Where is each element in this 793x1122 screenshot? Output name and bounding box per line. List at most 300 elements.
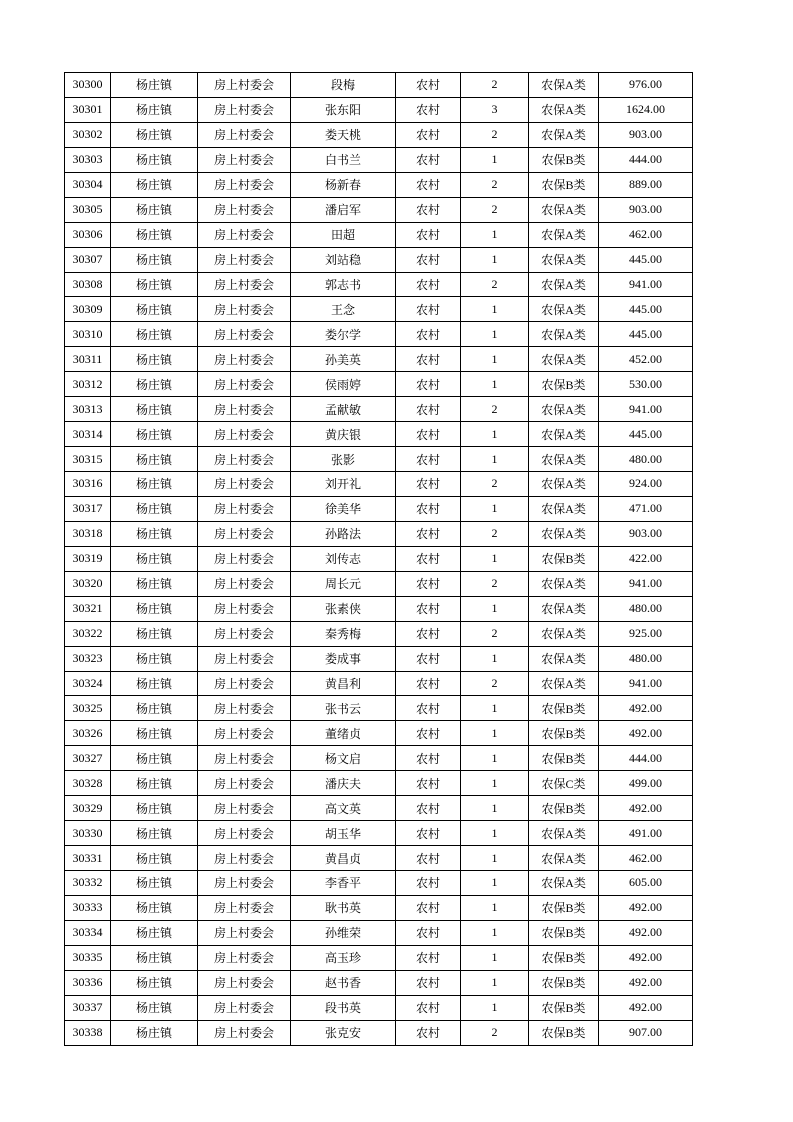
- cell-name: 赵书香: [291, 970, 396, 995]
- cell-amount: 444.00: [599, 746, 693, 771]
- cell-town: 杨庄镇: [111, 920, 198, 945]
- table-row: [65, 995, 693, 1020]
- cell-village: 房上村委会: [198, 272, 291, 297]
- cell-count: 1: [461, 372, 529, 397]
- cell-count: 1: [461, 646, 529, 671]
- cell-town: 杨庄镇: [111, 73, 198, 98]
- cell-town: 杨庄镇: [111, 447, 198, 472]
- cell-count: 1: [461, 297, 529, 322]
- table-row: [65, 945, 693, 970]
- cell-type: 农村: [396, 521, 461, 546]
- cell-id: 30313: [65, 397, 111, 422]
- cell-village: 房上村委会: [198, 746, 291, 771]
- cell-type: 农村: [396, 73, 461, 98]
- cell-id: 30331: [65, 846, 111, 871]
- cell-count: 1: [461, 846, 529, 871]
- cell-amount: 530.00: [599, 372, 693, 397]
- cell-name: 潘庆夫: [291, 771, 396, 796]
- cell-village: 房上村委会: [198, 447, 291, 472]
- cell-category: 农保A类: [529, 97, 599, 122]
- cell-type: 农村: [396, 771, 461, 796]
- cell-count: 1: [461, 447, 529, 472]
- cell-amount: 471.00: [599, 496, 693, 521]
- cell-id: 30321: [65, 596, 111, 621]
- cell-village: 房上村委会: [198, 621, 291, 646]
- table-row: [65, 272, 693, 297]
- cell-amount: 492.00: [599, 721, 693, 746]
- cell-count: 2: [461, 621, 529, 646]
- cell-name: 孙路法: [291, 521, 396, 546]
- cell-id: 30336: [65, 970, 111, 995]
- cell-type: 农村: [396, 172, 461, 197]
- cell-type: 农村: [396, 97, 461, 122]
- table-row: [65, 646, 693, 671]
- table-row: [65, 696, 693, 721]
- cell-amount: 492.00: [599, 796, 693, 821]
- cell-id: 30315: [65, 447, 111, 472]
- cell-name: 杨新春: [291, 172, 396, 197]
- cell-amount: 492.00: [599, 920, 693, 945]
- cell-type: 农村: [396, 846, 461, 871]
- table-row: [65, 297, 693, 322]
- cell-village: 房上村委会: [198, 546, 291, 571]
- cell-category: 农保A类: [529, 397, 599, 422]
- cell-village: 房上村委会: [198, 571, 291, 596]
- cell-amount: 480.00: [599, 596, 693, 621]
- cell-category: 农保A类: [529, 846, 599, 871]
- cell-town: 杨庄镇: [111, 521, 198, 546]
- cell-id: 30322: [65, 621, 111, 646]
- cell-category: 农保A类: [529, 73, 599, 98]
- table-row: [65, 397, 693, 422]
- cell-id: 30328: [65, 771, 111, 796]
- cell-town: 杨庄镇: [111, 347, 198, 372]
- cell-town: 杨庄镇: [111, 596, 198, 621]
- cell-id: 30324: [65, 671, 111, 696]
- cell-village: 房上村委会: [198, 771, 291, 796]
- cell-town: 杨庄镇: [111, 197, 198, 222]
- table-row: [65, 746, 693, 771]
- cell-amount: 907.00: [599, 1020, 693, 1045]
- cell-count: 1: [461, 970, 529, 995]
- cell-category: 农保B类: [529, 721, 599, 746]
- cell-town: 杨庄镇: [111, 97, 198, 122]
- cell-name: 郭志书: [291, 272, 396, 297]
- cell-id: 30312: [65, 372, 111, 397]
- cell-category: 农保B类: [529, 1020, 599, 1045]
- cell-amount: 605.00: [599, 871, 693, 896]
- table-row: [65, 372, 693, 397]
- cell-type: 农村: [396, 796, 461, 821]
- table-row: [65, 521, 693, 546]
- cell-name: 张东阳: [291, 97, 396, 122]
- cell-type: 农村: [396, 397, 461, 422]
- cell-count: 3: [461, 97, 529, 122]
- cell-town: 杨庄镇: [111, 122, 198, 147]
- cell-town: 杨庄镇: [111, 397, 198, 422]
- cell-category: 农保A类: [529, 621, 599, 646]
- cell-village: 房上村委会: [198, 347, 291, 372]
- cell-town: 杨庄镇: [111, 796, 198, 821]
- cell-town: 杨庄镇: [111, 247, 198, 272]
- cell-village: 房上村委会: [198, 247, 291, 272]
- cell-id: 30306: [65, 222, 111, 247]
- cell-name: 娄成事: [291, 646, 396, 671]
- cell-category: 农保B类: [529, 920, 599, 945]
- cell-town: 杨庄镇: [111, 746, 198, 771]
- cell-amount: 480.00: [599, 646, 693, 671]
- cell-name: 高玉珍: [291, 945, 396, 970]
- cell-village: 房上村委会: [198, 646, 291, 671]
- cell-category: 农保B类: [529, 172, 599, 197]
- cell-town: 杨庄镇: [111, 821, 198, 846]
- cell-type: 农村: [396, 945, 461, 970]
- table-row: [65, 871, 693, 896]
- cell-count: 1: [461, 222, 529, 247]
- cell-name: 耿书英: [291, 895, 396, 920]
- cell-name: 田超: [291, 222, 396, 247]
- cell-name: 侯雨婷: [291, 372, 396, 397]
- cell-count: 1: [461, 920, 529, 945]
- cell-town: 杨庄镇: [111, 546, 198, 571]
- cell-category: 农保B类: [529, 696, 599, 721]
- cell-id: 30319: [65, 546, 111, 571]
- cell-village: 房上村委会: [198, 422, 291, 447]
- cell-category: 农保B类: [529, 945, 599, 970]
- cell-name: 娄天桃: [291, 122, 396, 147]
- cell-town: 杨庄镇: [111, 846, 198, 871]
- cell-count: 1: [461, 895, 529, 920]
- cell-amount: 445.00: [599, 297, 693, 322]
- cell-town: 杨庄镇: [111, 372, 198, 397]
- cell-id: 30317: [65, 496, 111, 521]
- cell-amount: 925.00: [599, 621, 693, 646]
- cell-village: 房上村委会: [198, 945, 291, 970]
- cell-count: 2: [461, 521, 529, 546]
- cell-name: 段梅: [291, 73, 396, 98]
- cell-type: 农村: [396, 721, 461, 746]
- cell-name: 黄昌利: [291, 671, 396, 696]
- cell-category: 农保A类: [529, 222, 599, 247]
- table-row: [65, 920, 693, 945]
- cell-type: 农村: [396, 372, 461, 397]
- cell-type: 农村: [396, 871, 461, 896]
- cell-amount: 492.00: [599, 970, 693, 995]
- table-row: [65, 472, 693, 497]
- table-row: [65, 1020, 693, 1045]
- cell-name: 王念: [291, 297, 396, 322]
- cell-amount: 491.00: [599, 821, 693, 846]
- cell-village: 房上村委会: [198, 995, 291, 1020]
- cell-category: 农保B类: [529, 995, 599, 1020]
- cell-type: 农村: [396, 621, 461, 646]
- cell-amount: 492.00: [599, 995, 693, 1020]
- cell-type: 农村: [396, 147, 461, 172]
- table-row: [65, 571, 693, 596]
- cell-village: 房上村委会: [198, 796, 291, 821]
- cell-category: 农保B类: [529, 546, 599, 571]
- table-row: [65, 596, 693, 621]
- cell-count: 2: [461, 122, 529, 147]
- cell-category: 农保B类: [529, 970, 599, 995]
- cell-type: 农村: [396, 496, 461, 521]
- table-row: [65, 347, 693, 372]
- cell-name: 张影: [291, 447, 396, 472]
- cell-village: 房上村委会: [198, 821, 291, 846]
- cell-id: 30303: [65, 147, 111, 172]
- cell-id: 30304: [65, 172, 111, 197]
- table-row: [65, 197, 693, 222]
- cell-category: 农保A类: [529, 671, 599, 696]
- cell-count: 1: [461, 821, 529, 846]
- cell-category: 农保B类: [529, 796, 599, 821]
- cell-town: 杨庄镇: [111, 995, 198, 1020]
- cell-type: 农村: [396, 920, 461, 945]
- cell-amount: 941.00: [599, 571, 693, 596]
- cell-id: 30329: [65, 796, 111, 821]
- table-row: [65, 247, 693, 272]
- cell-name: 段书英: [291, 995, 396, 1020]
- cell-id: 30330: [65, 821, 111, 846]
- cell-type: 农村: [396, 596, 461, 621]
- cell-town: 杨庄镇: [111, 945, 198, 970]
- cell-village: 房上村委会: [198, 147, 291, 172]
- cell-village: 房上村委会: [198, 871, 291, 896]
- table-row: [65, 846, 693, 871]
- cell-count: 1: [461, 746, 529, 771]
- cell-town: 杨庄镇: [111, 147, 198, 172]
- cell-type: 农村: [396, 746, 461, 771]
- cell-type: 农村: [396, 472, 461, 497]
- cell-amount: 941.00: [599, 272, 693, 297]
- cell-amount: 499.00: [599, 771, 693, 796]
- table-row: [65, 122, 693, 147]
- cell-village: 房上村委会: [198, 721, 291, 746]
- cell-name: 娄尔学: [291, 322, 396, 347]
- cell-name: 孙美英: [291, 347, 396, 372]
- cell-town: 杨庄镇: [111, 621, 198, 646]
- cell-name: 刘开礼: [291, 472, 396, 497]
- cell-village: 房上村委会: [198, 197, 291, 222]
- table-row: [65, 546, 693, 571]
- cell-id: 30318: [65, 521, 111, 546]
- cell-amount: 941.00: [599, 671, 693, 696]
- cell-village: 房上村委会: [198, 297, 291, 322]
- cell-count: 1: [461, 596, 529, 621]
- cell-type: 农村: [396, 970, 461, 995]
- table-row: [65, 422, 693, 447]
- cell-name: 黄昌贞: [291, 846, 396, 871]
- cell-amount: 492.00: [599, 895, 693, 920]
- cell-name: 周长元: [291, 571, 396, 596]
- cell-village: 房上村委会: [198, 596, 291, 621]
- table-row: [65, 796, 693, 821]
- cell-amount: 492.00: [599, 945, 693, 970]
- cell-amount: 480.00: [599, 447, 693, 472]
- cell-village: 房上村委会: [198, 372, 291, 397]
- cell-category: 农保B类: [529, 746, 599, 771]
- cell-type: 农村: [396, 995, 461, 1020]
- cell-id: 30314: [65, 422, 111, 447]
- cell-type: 农村: [396, 222, 461, 247]
- cell-village: 房上村委会: [198, 521, 291, 546]
- cell-village: 房上村委会: [198, 970, 291, 995]
- cell-type: 农村: [396, 571, 461, 596]
- table-row: [65, 172, 693, 197]
- cell-name: 李香平: [291, 871, 396, 896]
- cell-id: 30300: [65, 73, 111, 98]
- cell-village: 房上村委会: [198, 73, 291, 98]
- cell-name: 张素侠: [291, 596, 396, 621]
- cell-category: 农保A类: [529, 422, 599, 447]
- table-row: [65, 621, 693, 646]
- cell-amount: 889.00: [599, 172, 693, 197]
- cell-village: 房上村委会: [198, 846, 291, 871]
- cell-id: 30301: [65, 97, 111, 122]
- table-row: [65, 496, 693, 521]
- cell-town: 杨庄镇: [111, 646, 198, 671]
- cell-town: 杨庄镇: [111, 172, 198, 197]
- cell-count: 1: [461, 696, 529, 721]
- cell-category: 农保A类: [529, 821, 599, 846]
- cell-category: 农保A类: [529, 122, 599, 147]
- cell-category: 农保A类: [529, 871, 599, 896]
- cell-id: 30323: [65, 646, 111, 671]
- cell-town: 杨庄镇: [111, 871, 198, 896]
- table-row: [65, 447, 693, 472]
- cell-name: 潘启军: [291, 197, 396, 222]
- cell-id: 30332: [65, 871, 111, 896]
- cell-amount: 462.00: [599, 222, 693, 247]
- cell-town: 杨庄镇: [111, 222, 198, 247]
- cell-amount: 445.00: [599, 422, 693, 447]
- cell-count: 1: [461, 871, 529, 896]
- cell-name: 高文英: [291, 796, 396, 821]
- cell-category: 农保C类: [529, 771, 599, 796]
- cell-id: 30337: [65, 995, 111, 1020]
- cell-id: 30320: [65, 571, 111, 596]
- cell-category: 农保B类: [529, 372, 599, 397]
- cell-type: 农村: [396, 671, 461, 696]
- cell-town: 杨庄镇: [111, 895, 198, 920]
- cell-amount: 445.00: [599, 247, 693, 272]
- cell-category: 农保A类: [529, 272, 599, 297]
- cell-id: 30325: [65, 696, 111, 721]
- cell-name: 黄庆银: [291, 422, 396, 447]
- cell-village: 房上村委会: [198, 496, 291, 521]
- cell-category: 农保B类: [529, 895, 599, 920]
- cell-type: 农村: [396, 821, 461, 846]
- benefits-table: [64, 72, 693, 1046]
- cell-count: 1: [461, 322, 529, 347]
- cell-type: 农村: [396, 447, 461, 472]
- table-row: [65, 721, 693, 746]
- cell-type: 农村: [396, 422, 461, 447]
- cell-category: 农保B类: [529, 147, 599, 172]
- cell-village: 房上村委会: [198, 172, 291, 197]
- cell-type: 农村: [396, 247, 461, 272]
- cell-village: 房上村委会: [198, 122, 291, 147]
- cell-category: 农保A类: [529, 646, 599, 671]
- cell-town: 杨庄镇: [111, 571, 198, 596]
- cell-name: 张书云: [291, 696, 396, 721]
- cell-category: 农保A类: [529, 347, 599, 372]
- cell-village: 房上村委会: [198, 397, 291, 422]
- cell-category: 农保A类: [529, 197, 599, 222]
- cell-amount: 444.00: [599, 147, 693, 172]
- cell-town: 杨庄镇: [111, 671, 198, 696]
- cell-count: 2: [461, 172, 529, 197]
- cell-amount: 903.00: [599, 122, 693, 147]
- cell-count: 1: [461, 546, 529, 571]
- cell-name: 董绪贞: [291, 721, 396, 746]
- cell-count: 2: [461, 397, 529, 422]
- table-row: [65, 895, 693, 920]
- cell-amount: 422.00: [599, 546, 693, 571]
- cell-count: 2: [461, 671, 529, 696]
- cell-name: 刘传志: [291, 546, 396, 571]
- cell-town: 杨庄镇: [111, 771, 198, 796]
- cell-amount: 924.00: [599, 472, 693, 497]
- cell-amount: 941.00: [599, 397, 693, 422]
- cell-id: 30327: [65, 746, 111, 771]
- table-row: [65, 97, 693, 122]
- cell-amount: 976.00: [599, 73, 693, 98]
- cell-count: 2: [461, 1020, 529, 1045]
- cell-id: 30311: [65, 347, 111, 372]
- cell-amount: 445.00: [599, 322, 693, 347]
- cell-name: 张克安: [291, 1020, 396, 1045]
- cell-village: 房上村委会: [198, 472, 291, 497]
- cell-town: 杨庄镇: [111, 970, 198, 995]
- cell-name: 孟献敏: [291, 397, 396, 422]
- cell-count: 1: [461, 496, 529, 521]
- table-row: [65, 147, 693, 172]
- cell-type: 农村: [396, 696, 461, 721]
- cell-town: 杨庄镇: [111, 322, 198, 347]
- cell-id: 30335: [65, 945, 111, 970]
- cell-town: 杨庄镇: [111, 721, 198, 746]
- cell-town: 杨庄镇: [111, 696, 198, 721]
- cell-amount: 1624.00: [599, 97, 693, 122]
- cell-name: 杨文启: [291, 746, 396, 771]
- cell-town: 杨庄镇: [111, 1020, 198, 1045]
- cell-id: 30308: [65, 272, 111, 297]
- cell-name: 徐美华: [291, 496, 396, 521]
- cell-type: 农村: [396, 322, 461, 347]
- cell-count: 1: [461, 796, 529, 821]
- cell-count: 2: [461, 472, 529, 497]
- cell-amount: 903.00: [599, 521, 693, 546]
- cell-type: 农村: [396, 1020, 461, 1045]
- cell-village: 房上村委会: [198, 920, 291, 945]
- cell-type: 农村: [396, 297, 461, 322]
- cell-category: 农保A类: [529, 447, 599, 472]
- cell-count: 2: [461, 272, 529, 297]
- table-row: [65, 222, 693, 247]
- cell-count: 1: [461, 147, 529, 172]
- cell-village: 房上村委会: [198, 322, 291, 347]
- cell-id: 30310: [65, 322, 111, 347]
- cell-amount: 462.00: [599, 846, 693, 871]
- table-row: [65, 671, 693, 696]
- cell-category: 农保A类: [529, 322, 599, 347]
- cell-type: 农村: [396, 646, 461, 671]
- table-row: [65, 970, 693, 995]
- cell-category: 农保A类: [529, 297, 599, 322]
- cell-town: 杨庄镇: [111, 472, 198, 497]
- cell-count: 2: [461, 73, 529, 98]
